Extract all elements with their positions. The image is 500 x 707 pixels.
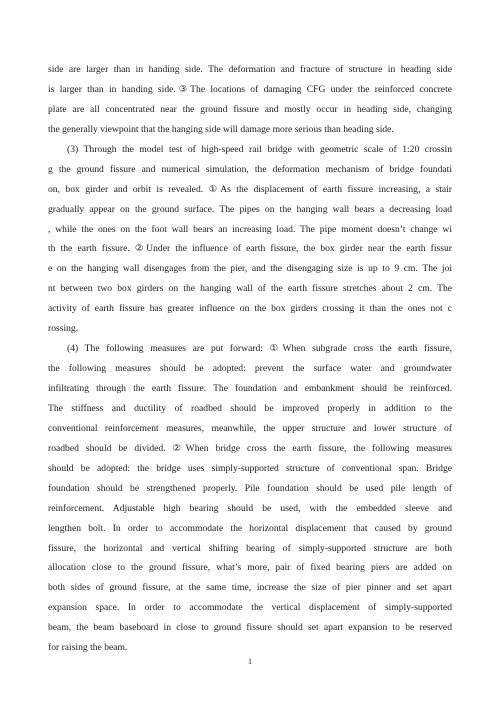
text-line: side are larger than in handing side. The deformation and fracture of structure in heading side — [48, 64, 452, 75]
page-number: 1 — [248, 657, 252, 666]
text-line: beam, the beam baseboard in close to ground fissure should set apart expansion to be reserved — [48, 622, 452, 634]
text-line: the generally viewpoint that the hanging side will damage more serious than heading side. — [48, 123, 394, 135]
text-line: infiltrating through the earth fissure. The foundation and embankment should be reinforced. — [48, 383, 452, 394]
text-line: g the ground fissure and numerical simulation, the deformation mechanism of bridge foundati — [48, 163, 452, 175]
text-line: rossing. — [48, 323, 79, 335]
body-text — [48, 60, 452, 658]
text-line: , while the ones on the foot wall bears an increasing load. The pipe moment doesn’t change wi — [48, 223, 452, 235]
text-line: is larger than in handing side.③The locations of damaging CFG under the reinforced concrete — [48, 83, 452, 95]
text-line: both sides of ground fissure, at the same time, increase the size of pier pinner and set apart — [48, 582, 452, 594]
text-line: roadbed should be divided. ②When bridge cross the earth fissure, the following measures — [48, 442, 452, 454]
text-line: conventional reinforcement measures, meanwhile, the upper structure and lower structure of — [48, 422, 452, 434]
text-line: the following measures should be adopted: prevent the surface water and groundwater — [48, 363, 452, 375]
text-line: th the earth fissure. ②Under the influence of earth fissure, the box girder near the earth fissur — [48, 243, 452, 255]
text-line: plate are all concentrated near the ground fissure and mostly occur in heading side, changing — [48, 103, 452, 115]
text-line: The stiffness and ductility of roadbed should be improved properly in addition to the — [48, 402, 452, 414]
text-line: nt between two box girders on the hanging wall of the earth fissure stretches about 2 cm. The — [48, 283, 452, 295]
paragraph-4-start: (4) The following measures are put forward: ①When subgrade cross the earth fissure, — [67, 343, 452, 355]
text-line: lengthen bolt. In order to accommodate the horizontal displacement that caused by ground — [48, 522, 452, 534]
text-line: for raising the beam. — [48, 642, 128, 654]
text-line: should be adopted: the bridge uses simply-supported structure of conventional span. Bridge — [48, 462, 452, 474]
text-line: e on the hanging wall disengages from the pier, and the disengaging size is up to 9 cm. The joi — [48, 263, 452, 275]
text-line: on, box girder and orbit is revealed. ①As the displacement of earth fissure increasing, a stair — [48, 183, 452, 195]
paragraph-3-start: (3) Through the model test of high-speed rail bridge with geometric scale of 1:20 crossin — [67, 143, 452, 155]
text-line: fissure, the horizontal and vertical shifting bearing of simply-supported structure are both — [48, 542, 452, 554]
text-line: activity of earth fissure has greater influence on the box girders crossing it than the ones not c — [48, 303, 452, 315]
text-line: reinforcement. Adjustable high bearing should be used, with the embedded sleeve and — [48, 502, 452, 514]
text-line: expansion space. In order to accommodate the vertical displacement of simply-supported — [48, 602, 452, 614]
text-line: allocation close to the ground fissure, what’s more, pair of fixed bearing piers are added on — [48, 562, 452, 574]
text-line: gradually appear on the ground surface. The pipes on the hanging wall bears a decreasing load — [48, 203, 452, 215]
text-line: foundation should be strengthened properly. Pile foundation should be used pile length of — [48, 482, 452, 494]
